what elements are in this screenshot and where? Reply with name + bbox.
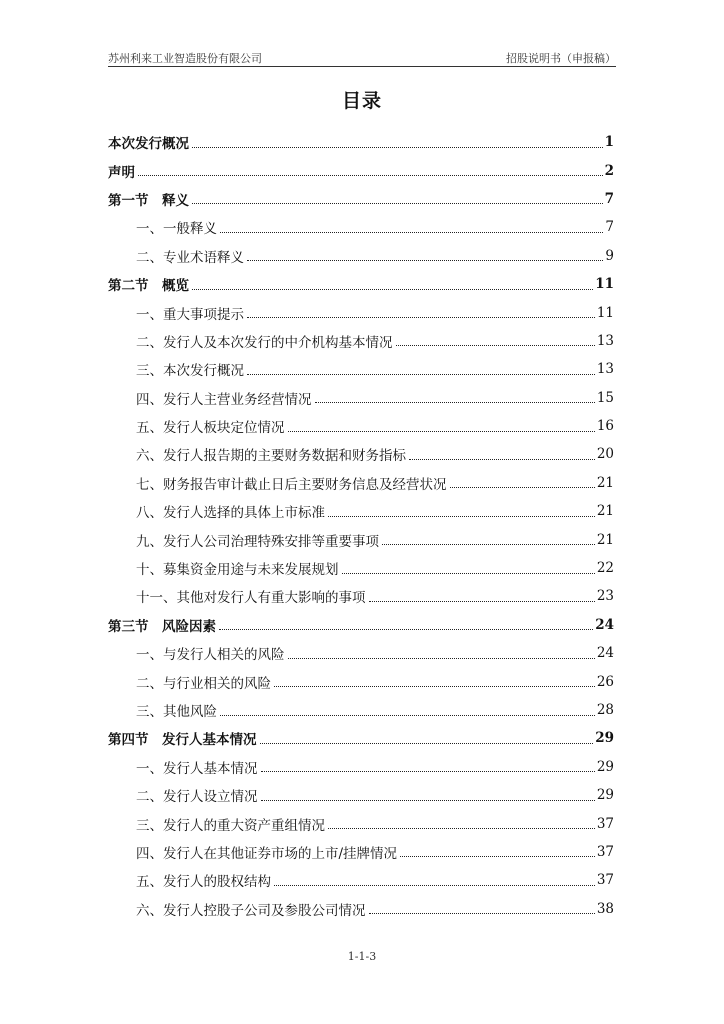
toc-entry-label: 十、募集资金用途与未来发展规划 [136,562,339,579]
toc-entry-page: 13 [596,361,614,378]
toc-entry-page: 37 [596,843,614,860]
toc-entry-label: 六、发行人报告期的主要财务数据和财务指标 [136,448,406,465]
toc-section-entry[interactable] [108,185,614,213]
toc-dot-leader [342,573,595,574]
toc-dot-leader [220,715,595,716]
toc-entry-page: 2 [604,162,614,179]
toc-dot-leader [192,289,593,290]
toc-entry-page: 1 [604,134,614,151]
toc-entry-label: 三、发行人的重大资产重组情况 [136,817,325,834]
toc-entry-page: 29 [596,787,614,804]
toc-entry-page: 37 [596,872,614,889]
company-name: 苏州利来工业智造股份有限公司 [108,52,262,65]
toc-subsection-entry[interactable] [108,525,614,553]
toc-entry-label: 二、发行人设立情况 [136,789,258,806]
toc-entry-label: 第四节 发行人基本情况 [108,732,257,749]
toc-dot-leader [369,601,595,602]
toc-entry-label: 三、其他风险 [136,704,217,720]
toc-section-entry[interactable] [108,156,614,184]
toc-subsection-entry[interactable] [108,412,614,440]
toc-entry-page: 26 [596,673,614,690]
toc-entry-label: 第二节 概览 [108,278,189,295]
toc-entry-label: 第三节 风险因素 [108,618,216,635]
toc-subsection-entry[interactable] [108,781,614,809]
toc-entry-label: 十一、其他对发行人有重大影响的事项 [136,590,366,607]
toc-subsection-entry[interactable] [108,327,614,355]
toc-subsection-entry[interactable] [108,554,614,582]
toc-entry-page: 38 [596,900,614,917]
toc-dot-leader [328,828,595,829]
toc-entry-label: 五、发行人板块定位情况 [136,420,285,437]
toc-entry-page: 11 [596,304,614,321]
toc-entry-label: 六、发行人控股子公司及参股公司情况 [136,902,366,919]
toc-entry-page: 13 [596,332,614,349]
toc-subsection-entry[interactable] [108,213,614,241]
toc-entry-label: 一、发行人基本情况 [136,760,258,777]
toc-dot-leader [192,203,603,204]
toc-dot-leader [261,771,595,772]
toc-subsection-entry[interactable] [108,866,614,894]
toc-subsection-entry[interactable] [108,895,614,923]
toc-entry-label: 四、发行人在其他证券市场的上市/挂牌情况 [136,845,398,862]
toc-entry-label: 二、与行业相关的风险 [136,675,271,692]
toc-section-entry[interactable] [108,724,614,752]
toc-dot-leader [247,317,595,318]
toc-dot-leader [274,885,595,886]
toc-entry-label: 八、发行人选择的具体上市标准 [136,505,325,522]
toc-entry-label: 七、财务报告审计截止日后主要财务信息及经营状况 [136,476,447,493]
toc-dot-leader [260,743,594,744]
toc-subsection-entry[interactable] [108,809,614,837]
page-header [108,48,616,66]
toc-entry-page: 37 [596,815,614,832]
toc-subsection-entry[interactable] [108,838,614,866]
toc-section-entry[interactable] [108,128,614,156]
toc-dot-leader [138,175,603,176]
toc-entry-page: 28 [596,702,614,718]
toc-dot-leader [382,544,595,545]
toc-entry-page: 22 [596,560,614,577]
toc-subsection-entry[interactable] [108,582,614,610]
toc-entry-label: 三、本次发行概况 [136,363,244,380]
toc-dot-leader [396,345,595,346]
document-type: 招股说明书（申报稿） [506,52,616,65]
toc-dot-leader [328,516,595,517]
toc-section-entry[interactable] [108,611,614,639]
toc-dot-leader [369,913,595,914]
toc-subsection-entry[interactable] [108,753,614,781]
toc-subsection-entry[interactable] [108,355,614,383]
toc-subsection-entry[interactable] [108,298,614,326]
toc-entry-page: 7 [604,190,614,207]
toc-entry-page: 20 [596,446,614,463]
toc-dot-leader [450,487,595,488]
toc-dot-leader [409,459,595,460]
toc-dot-leader [315,402,595,403]
toc-entry-label: 声明 [108,164,135,181]
toc-entry-page: 21 [596,474,614,491]
toc-subsection-entry[interactable] [108,497,614,525]
toc-dot-leader [219,629,593,630]
toc-subsection-entry[interactable] [108,696,614,724]
page-number: 1-1-3 [347,950,377,963]
toc-dot-leader [288,658,595,659]
toc-dot-leader [192,147,603,148]
toc-subsection-entry[interactable] [108,639,614,667]
toc-entry-page: 24 [596,645,614,662]
toc-entry-page: 21 [596,503,614,520]
toc-entry-page: 15 [596,389,614,406]
toc-entry-page: 24 [595,616,614,633]
page-title: 目录 [341,90,382,112]
toc-dot-leader [400,856,595,857]
toc-entry-label: 本次发行概况 [108,136,189,153]
toc-dot-leader [247,260,603,261]
toc-entry-page: 7 [605,219,614,236]
toc-entry-label: 四、发行人主营业务经营情况 [136,391,312,408]
header-divider [108,66,616,67]
toc-subsection-entry[interactable] [108,242,614,270]
toc-subsection-entry[interactable] [108,469,614,497]
toc-entry-label: 一、一般释义 [136,221,217,238]
toc-entry-page: 11 [595,276,614,293]
toc-entry-label: 第一节 释义 [108,192,189,209]
toc-entry-label: 二、专业术语释义 [136,249,244,266]
toc-dot-leader [274,686,595,687]
toc-entry-page: 9 [605,247,614,264]
toc-subsection-entry[interactable] [108,384,614,412]
toc-dot-leader [288,431,595,432]
toc-entry-page: 16 [596,418,614,435]
toc-entry-page: 29 [596,758,614,775]
toc-entry-label: 一、与发行人相关的风险 [136,647,285,664]
toc-section-entry[interactable] [108,270,614,298]
toc-dot-leader [247,374,595,375]
toc-subsection-entry[interactable] [108,667,614,695]
toc-entry-label: 二、发行人及本次发行的中介机构基本情况 [136,334,393,351]
toc-entry-label: 一、重大事项提示 [136,306,244,323]
toc-subsection-entry[interactable] [108,440,614,468]
toc-dot-leader [261,800,595,801]
toc-entry-page: 23 [596,588,614,605]
toc-entry-label: 九、发行人公司治理特殊安排等重要事项 [136,533,379,550]
table-of-contents [108,128,614,923]
toc-dot-leader [220,232,603,233]
toc-entry-page: 21 [596,531,614,548]
toc-entry-label: 五、发行人的股权结构 [136,874,271,891]
toc-entry-page: 29 [595,730,614,747]
